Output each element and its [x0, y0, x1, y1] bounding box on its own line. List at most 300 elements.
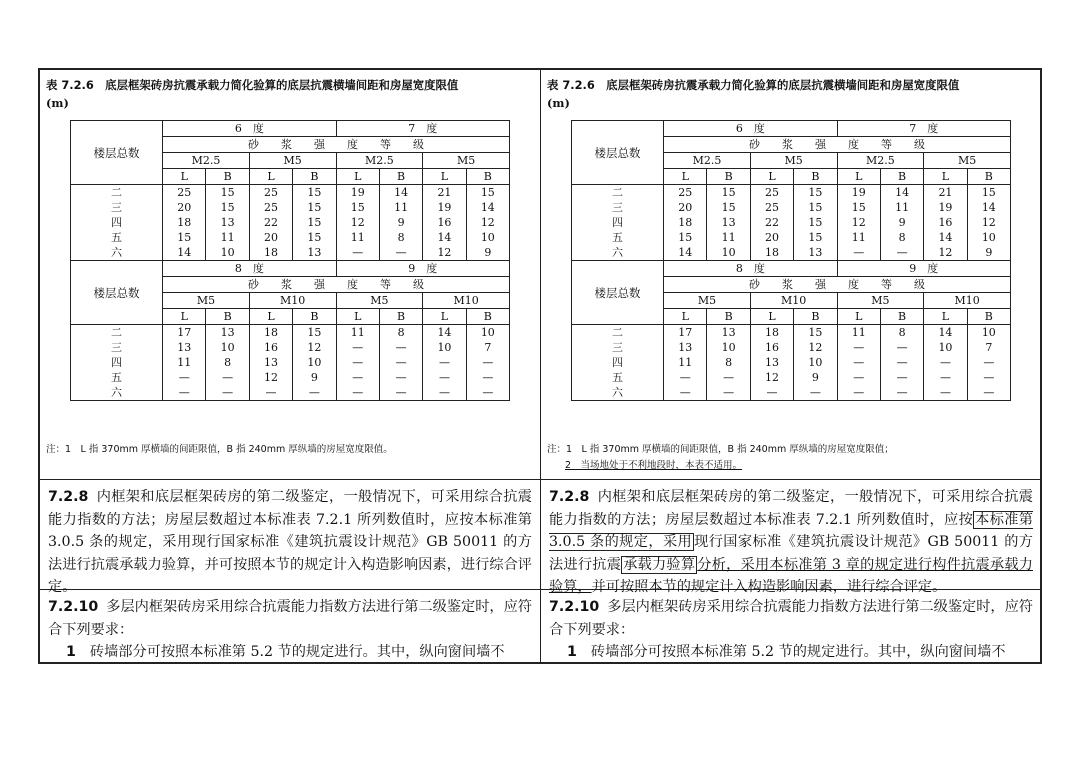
table-row [572, 385, 1011, 401]
table-cell: 15 [293, 325, 336, 341]
table-cell: — [880, 370, 923, 385]
lb-header: B [880, 169, 923, 185]
mortar-header: 砂 浆 强 度 等 级 [664, 277, 1011, 293]
table-cell: — [837, 245, 880, 261]
table-cell: 10 [924, 340, 967, 355]
table-cell: 15 [293, 200, 336, 215]
mortar-header: 砂 浆 强 度 等 级 [664, 137, 1011, 153]
table-row [71, 355, 510, 370]
table-row [572, 185, 1011, 201]
table-cell: 15 [794, 325, 837, 341]
table-cell: 20 [163, 200, 206, 215]
table-cell: 19 [924, 200, 967, 215]
table-cell: — [924, 355, 967, 370]
table-cell: — [664, 385, 707, 401]
table-cell: 18 [750, 245, 793, 261]
row-label: 楼层总数 [572, 261, 664, 325]
grade-header: M2.5 [837, 153, 924, 169]
intensity-header: 8 度 [163, 261, 336, 277]
table-cell: 13 [750, 355, 793, 370]
table-cell: 9 [967, 245, 1010, 261]
table-cell: 11 [336, 230, 379, 245]
table-cell: 10 [707, 245, 750, 261]
table-cell: — [423, 355, 466, 370]
intensity-header: 9 度 [336, 261, 509, 277]
floor-cell: 四 [71, 215, 163, 230]
table-cell: 8 [379, 230, 422, 245]
table-cell: 9 [880, 215, 923, 230]
lb-header: B [967, 169, 1010, 185]
lb-header: B [880, 309, 923, 325]
table-cell: — [206, 370, 249, 385]
table-row [572, 245, 1011, 261]
intensity-header: 7 度 [837, 121, 1010, 137]
clause-body-part: 并可按照本节的规定计入构造影响因素，进行综合评定。 [591, 579, 947, 595]
floor-cell: 六 [71, 245, 163, 261]
table-cell: 15 [794, 215, 837, 230]
table-section [541, 70, 1041, 480]
table-cell: 15 [466, 185, 509, 201]
table-cell: 11 [336, 325, 379, 341]
table-cell: 9 [293, 370, 336, 385]
table-row [572, 355, 1011, 370]
table-cell: — [206, 385, 249, 401]
table-cell: 22 [249, 215, 292, 230]
table-cell: — [924, 385, 967, 401]
table-cell: — [336, 370, 379, 385]
grade-header: M5 [924, 153, 1011, 169]
table-cell: 8 [206, 355, 249, 370]
right-column [540, 70, 1041, 662]
caption-unit: (m) [46, 96, 69, 110]
lb-header: B [379, 309, 422, 325]
table-cell: 15 [707, 185, 750, 201]
table-cell: — [837, 355, 880, 370]
floor-cell: 六 [71, 385, 163, 401]
intensity-header: 7 度 [336, 121, 509, 137]
table-row [572, 200, 1011, 215]
floor-cell: 五 [572, 370, 664, 385]
table-cell: — [336, 355, 379, 370]
table-cell: 18 [249, 245, 292, 261]
grade-header: M5 [750, 153, 837, 169]
table-cell: 15 [206, 200, 249, 215]
table-cell: 10 [794, 355, 837, 370]
table-cell: 15 [293, 185, 336, 201]
floor-cell: 三 [572, 200, 664, 215]
lb-header: B [293, 169, 336, 185]
table-row [71, 230, 510, 245]
table-cell: 10 [206, 245, 249, 261]
table-cell: 19 [837, 185, 880, 201]
table-cell: 7 [967, 340, 1010, 355]
table-cell: 16 [249, 340, 292, 355]
mortar-header: 砂 浆 强 度 等 级 [163, 277, 510, 293]
grade-header: M5 [837, 293, 924, 309]
table-cell: 20 [249, 230, 292, 245]
floor-cell: 三 [71, 340, 163, 355]
grade-header: M2.5 [336, 153, 423, 169]
table-cell: — [880, 340, 923, 355]
table-cell: 15 [336, 200, 379, 215]
table-cell: — [336, 245, 379, 261]
table-cell: — [379, 370, 422, 385]
table-cell: 13 [206, 325, 249, 341]
table-cell: 25 [750, 200, 793, 215]
caption-title: 表 7.2.6 底层框架砖房抗震承载力简化验算的底层抗震横墙间距和房屋宽度限值 [547, 78, 960, 92]
table-cell: 12 [293, 340, 336, 355]
table-row [71, 340, 510, 355]
floor-cell: 三 [71, 200, 163, 215]
table-cell: 15 [293, 215, 336, 230]
underlined-insertion: 分析， [697, 556, 741, 573]
table-row [572, 230, 1011, 245]
table-cell: 15 [293, 230, 336, 245]
table-cell: 20 [750, 230, 793, 245]
table-cell: 19 [336, 185, 379, 201]
table-cell: 10 [206, 340, 249, 355]
row-label: 楼层总数 [71, 121, 163, 185]
table-cell: — [466, 355, 509, 370]
table-cell: 20 [664, 200, 707, 215]
table-cell: 18 [750, 325, 793, 341]
table-cell: 12 [794, 340, 837, 355]
table-cell: — [379, 340, 422, 355]
table-cell: 13 [249, 355, 292, 370]
item-number: 1 [66, 644, 76, 660]
table-cell: — [163, 370, 206, 385]
table-cell: 13 [293, 245, 336, 261]
table-cell: 15 [163, 230, 206, 245]
lb-header: L [924, 309, 967, 325]
table-cell: 12 [466, 215, 509, 230]
lb-header: L [423, 309, 466, 325]
lb-header: B [379, 169, 422, 185]
table-cell: 13 [664, 340, 707, 355]
lb-header: B [206, 169, 249, 185]
table-cell: 11 [163, 355, 206, 370]
floor-cell: 五 [572, 230, 664, 245]
table-row [572, 370, 1011, 385]
floor-cell: 五 [71, 230, 163, 245]
table-cell: — [880, 245, 923, 261]
table-cell: — [880, 355, 923, 370]
table-cell: — [967, 355, 1010, 370]
clause-number: 7.2.10 [549, 599, 600, 615]
table-cell: — [967, 385, 1010, 401]
grade-header: M5 [664, 293, 751, 309]
table-cell: 13 [707, 325, 750, 341]
table-cell: 18 [163, 215, 206, 230]
lb-header: L [837, 309, 880, 325]
table-cell: — [466, 385, 509, 401]
table-row [71, 215, 510, 230]
lb-header: B [206, 309, 249, 325]
clause-7-2-10-text [48, 596, 532, 664]
item-number: 1 [567, 644, 577, 660]
table-cell: 25 [750, 185, 793, 201]
table-row [71, 325, 510, 341]
lb-header: L [924, 169, 967, 185]
table-cell: 15 [967, 185, 1010, 201]
table-cell: 8 [880, 230, 923, 245]
table-cell: 14 [163, 245, 206, 261]
table-row [572, 325, 1011, 341]
caption-unit: (m) [547, 96, 570, 110]
table-cell: — [163, 385, 206, 401]
note-1: 注：1 L 指 370mm 厚横墙的间距限值，B 指 240mm 厚纵墙的房屋宽度限值。 [46, 444, 393, 455]
table-cell: 13 [794, 245, 837, 261]
table-cell: 15 [794, 230, 837, 245]
floor-cell: 三 [572, 340, 664, 355]
clause-body: 多层内框架砖房采用综合抗震能力指数方法进行第二级鉴定时，应符合下列要求： [549, 599, 1033, 638]
table-cell: 15 [664, 230, 707, 245]
lb-header: L [837, 169, 880, 185]
grade-header: M10 [423, 293, 510, 309]
intensity-header: 8 度 [664, 261, 837, 277]
table-cell: 10 [967, 230, 1010, 245]
table-cell: 12 [750, 370, 793, 385]
limits-table [70, 120, 510, 401]
table-cell: 9 [794, 370, 837, 385]
table-cell: — [466, 370, 509, 385]
table-cell: 10 [293, 355, 336, 370]
table-cell: — [707, 370, 750, 385]
note-1: 注：1 L 指 370mm 厚横墙的间距限值，B 指 240mm 厚纵墙的房屋宽度限值； [547, 444, 894, 455]
boxed-insertion: 本标准第 3.0.5 条的规定，采用 [549, 511, 1033, 550]
table-cell: 14 [379, 185, 422, 201]
table-cell: 11 [379, 200, 422, 215]
grade-header: M5 [249, 153, 336, 169]
table-cell: — [707, 385, 750, 401]
table-cell: 14 [664, 245, 707, 261]
floor-cell: 二 [572, 185, 664, 201]
table-cell: — [664, 370, 707, 385]
table-cell: 11 [206, 230, 249, 245]
clause-7-2-10 [40, 590, 540, 662]
left-column [40, 70, 540, 662]
table-cell: 11 [837, 230, 880, 245]
table-notes [46, 442, 393, 458]
lb-header: L [336, 169, 379, 185]
table-row [71, 185, 510, 201]
table-cell: 16 [924, 215, 967, 230]
table-cell: 25 [664, 185, 707, 201]
table-cell: 9 [379, 215, 422, 230]
clause-body-part: 现行国家标准《建筑抗震设计规范》GB 50011 的方法进行抗震 [549, 534, 1033, 573]
floor-cell: 二 [71, 325, 163, 341]
table-cell: — [837, 385, 880, 401]
lb-header: L [664, 169, 707, 185]
table-cell: — [794, 385, 837, 401]
table-cell: 10 [967, 325, 1010, 341]
lb-header: L [249, 169, 292, 185]
lb-header: B [707, 309, 750, 325]
lb-header: B [466, 309, 509, 325]
table-cell: — [293, 385, 336, 401]
table-cell: 8 [707, 355, 750, 370]
table-cell: 14 [423, 230, 466, 245]
table-cell: 25 [163, 185, 206, 201]
floor-cell: 二 [71, 185, 163, 201]
lb-header: B [794, 309, 837, 325]
table-cell: 15 [837, 200, 880, 215]
table-cell: 21 [924, 185, 967, 201]
table-cell: 12 [837, 215, 880, 230]
table-cell: 11 [707, 230, 750, 245]
grade-header: M10 [750, 293, 837, 309]
table-cell: 14 [924, 325, 967, 341]
floor-cell: 四 [71, 355, 163, 370]
clause-number: 7.2.8 [549, 489, 590, 505]
table-row [71, 245, 510, 261]
table-section [40, 70, 540, 480]
table-cell: — [967, 370, 1010, 385]
lb-header: B [794, 169, 837, 185]
table-cell: 14 [967, 200, 1010, 215]
table-cell: 8 [379, 325, 422, 341]
table-row [572, 215, 1011, 230]
item-text: 砖墙部分可按照本标准第 5.2 节的规定进行。其中，纵向窗间墙不 [590, 644, 1006, 660]
table-cell: 22 [750, 215, 793, 230]
table-cell: 17 [664, 325, 707, 341]
table-cell: — [379, 355, 422, 370]
table-cell: 13 [206, 215, 249, 230]
table-cell: — [837, 370, 880, 385]
lb-header: L [423, 169, 466, 185]
table-cell: 18 [664, 215, 707, 230]
lb-header: B [466, 169, 509, 185]
table-cell: 14 [880, 185, 923, 201]
table-cell: 18 [249, 325, 292, 341]
underlined-insertion: 采用本标准第 3 章的规定进行构件抗震承载力验算， [549, 556, 1033, 595]
item-text: 砖墙部分可按照本标准第 5.2 节的规定进行。其中，纵向窗间墙不 [89, 644, 505, 660]
table-cell: — [336, 340, 379, 355]
table-cell: 10 [466, 230, 509, 245]
grade-header: M10 [924, 293, 1011, 309]
table-cell: — [423, 385, 466, 401]
table-cell: 15 [794, 185, 837, 201]
table-cell: — [379, 245, 422, 261]
table-cell: — [924, 370, 967, 385]
table-cell: 9 [466, 245, 509, 261]
table-notes [547, 442, 894, 474]
grade-header: M2.5 [163, 153, 250, 169]
clause-7-2-8-text [48, 486, 532, 599]
lb-header: L [750, 309, 793, 325]
table-cell: 15 [206, 185, 249, 201]
clause-body: 内框架和底层框架砖房的第二级鉴定，一般情况下，可采用综合抗震能力指数的方法；房屋层数超过本标准表 7.2.1 所列数值时，应按本标准第 3.0.5 条的规定，采用现行国家标准《建筑抗震设计规范》GB 50011 的方法进行抗震承载力验算，并可按照本节的规定计入构造影响因素，进行综合评定。 [48, 489, 532, 595]
table-cell: 12 [336, 215, 379, 230]
lb-header: L [750, 169, 793, 185]
row-label: 楼层总数 [71, 261, 163, 325]
table-row [71, 370, 510, 385]
clause-7-2-8-text [549, 486, 1033, 599]
floor-cell: 四 [572, 355, 664, 370]
table-cell: 11 [664, 355, 707, 370]
table-cell: 21 [423, 185, 466, 201]
lb-header: L [163, 169, 206, 185]
intensity-header: 6 度 [664, 121, 837, 137]
lb-header: B [293, 309, 336, 325]
table-cell: 19 [423, 200, 466, 215]
table-cell: 12 [423, 245, 466, 261]
grade-header: M2.5 [664, 153, 751, 169]
floor-cell: 四 [572, 215, 664, 230]
grade-header: M5 [336, 293, 423, 309]
table-cell: 7 [466, 340, 509, 355]
table-cell: — [423, 370, 466, 385]
clause-body: 多层内框架砖房采用综合抗震能力指数方法进行第二级鉴定时，应符合下列要求： [48, 599, 532, 638]
table-cell: 14 [466, 200, 509, 215]
clause-number: 7.2.8 [48, 489, 89, 505]
lb-header: L [664, 309, 707, 325]
table-cell: 13 [163, 340, 206, 355]
table-cell: 10 [707, 340, 750, 355]
clause-7-2-8 [40, 480, 540, 595]
table-cell: 12 [249, 370, 292, 385]
caption-title: 表 7.2.6 底层框架砖房抗震承载力简化验算的底层抗震横墙间距和房屋宽度限值 [46, 78, 459, 92]
clause-body-part: 内框架和底层框架砖房的第二级鉴定，一般情况下，可采用综合抗震能力指数的方法；房屋层数超过本标准表 7.2.1 所列数值时，应按 [549, 489, 1033, 528]
floor-cell: 五 [71, 370, 163, 385]
grade-header: M5 [423, 153, 510, 169]
clause-number: 7.2.10 [48, 599, 99, 615]
table-cell: 14 [423, 325, 466, 341]
table-cell: 8 [880, 325, 923, 341]
table-row [71, 200, 510, 215]
table-cell: — [249, 385, 292, 401]
table-cell: 15 [794, 200, 837, 215]
clause-7-2-10 [541, 590, 1041, 662]
clause-7-2-8 [541, 480, 1041, 595]
table-row [71, 385, 510, 401]
table-cell: 13 [707, 215, 750, 230]
table-cell: 25 [249, 185, 292, 201]
row-label: 楼层总数 [572, 121, 664, 185]
floor-cell: 六 [572, 245, 664, 261]
table-cell: 12 [967, 215, 1010, 230]
table-cell: 16 [423, 215, 466, 230]
table-caption [547, 76, 1037, 112]
table-cell: 11 [837, 325, 880, 341]
table-cell: 17 [163, 325, 206, 341]
floor-cell: 二 [572, 325, 664, 341]
table-caption [46, 76, 536, 112]
boxed-insertion: 承载力验算 [623, 556, 696, 573]
lb-header: L [336, 309, 379, 325]
table-cell: — [880, 385, 923, 401]
table-cell: 16 [750, 340, 793, 355]
mortar-header: 砂 浆 强 度 等 级 [163, 137, 510, 153]
clause-7-2-10-text [549, 596, 1033, 664]
table-cell: — [336, 385, 379, 401]
intensity-header: 6 度 [163, 121, 336, 137]
table-cell: — [750, 385, 793, 401]
lb-header: B [967, 309, 1010, 325]
table-cell: 10 [466, 325, 509, 341]
note-2: 2 当场地处于不利地段时，本表不适用。 [565, 460, 743, 471]
grade-header: M5 [163, 293, 250, 309]
lb-header: L [163, 309, 206, 325]
lb-header: L [249, 309, 292, 325]
table-row [572, 340, 1011, 355]
intensity-header: 9 度 [837, 261, 1010, 277]
table-cell: 15 [707, 200, 750, 215]
table-cell: 11 [880, 200, 923, 215]
comparison-frame [38, 68, 1042, 664]
limits-table [571, 120, 1011, 401]
lb-header: B [707, 169, 750, 185]
